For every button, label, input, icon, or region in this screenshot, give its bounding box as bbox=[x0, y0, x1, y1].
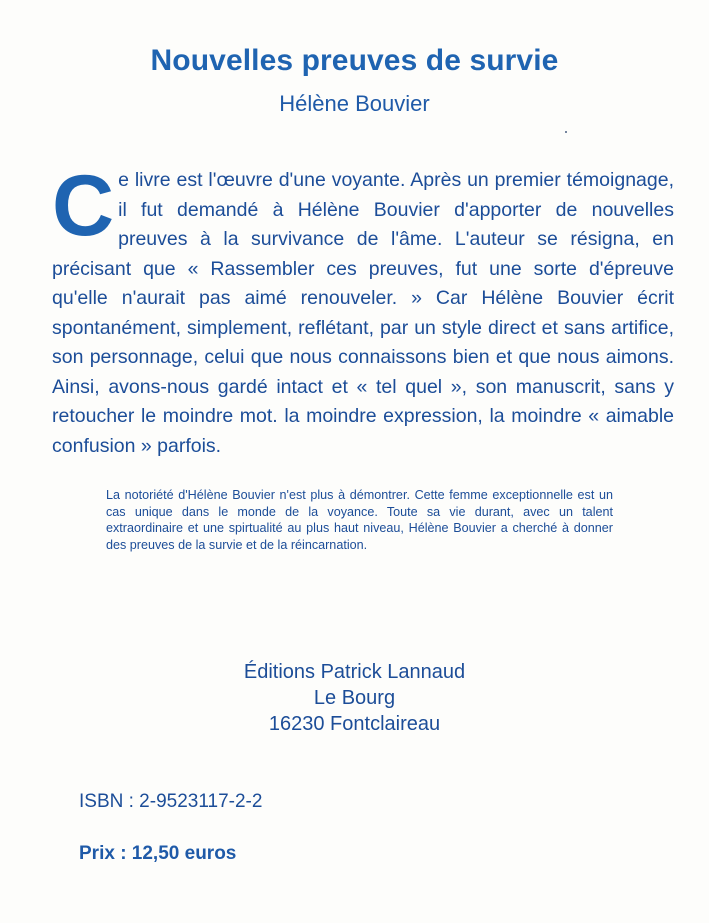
drop-cap: C bbox=[52, 158, 115, 254]
book-author: Hélène Bouvier bbox=[279, 91, 430, 116]
publisher-name: Éditions Patrick Lannaud bbox=[243, 661, 466, 683]
book-title: Nouvelles preuves de survie bbox=[150, 44, 559, 77]
isbn-line: ISBN : 2-9523117-2-2 bbox=[79, 791, 263, 812]
blurb-text: e livre est l'œuvre d'une voyante. Après un premier témoignage, il fut demandé à Hélène Bouvier d'apporter de nouvelles preuves à la survivance de l'âme. L'auteur se résigna, en précisant que « Rassembler ces preuves, fut une sorte d'épreuve qu'elle n'aurait pas aimé renouveler. » Car Hélène Bouvier écrit spontanément, simplement, reflétant, par un style direct et sans artifice, son personnage, celui que nous connaissons bien et que nous aimons. Ainsi, avons-nous gardé intact et « tel quel », son manuscrit, sans y retoucher le moindre mot. la moindre expression, la moindre « aimable confusion » parfois. bbox=[52, 169, 674, 457]
price-line: Prix : 12,50 euros bbox=[79, 843, 237, 864]
publisher-street: Le Bourg bbox=[313, 687, 396, 709]
scan-speck bbox=[565, 131, 567, 133]
about-author-paragraph: La notoriété d'Hélène Bouvier n'est plus à démontrer. Cette femme exceptionnelle est un cas unique dans le monde de la voyance. Toute sa vie durant, avec un talent extraordinaire et une spirtualité au plus haut niveau, Hélène Bouvier a cherché à donner des preuves de la survie et de la réincarnation. bbox=[106, 488, 613, 552]
publisher-city: 16230 Fontclaireau bbox=[268, 713, 441, 735]
publisher-address bbox=[0, 659, 709, 737]
back-cover-blurb bbox=[52, 158, 674, 461]
